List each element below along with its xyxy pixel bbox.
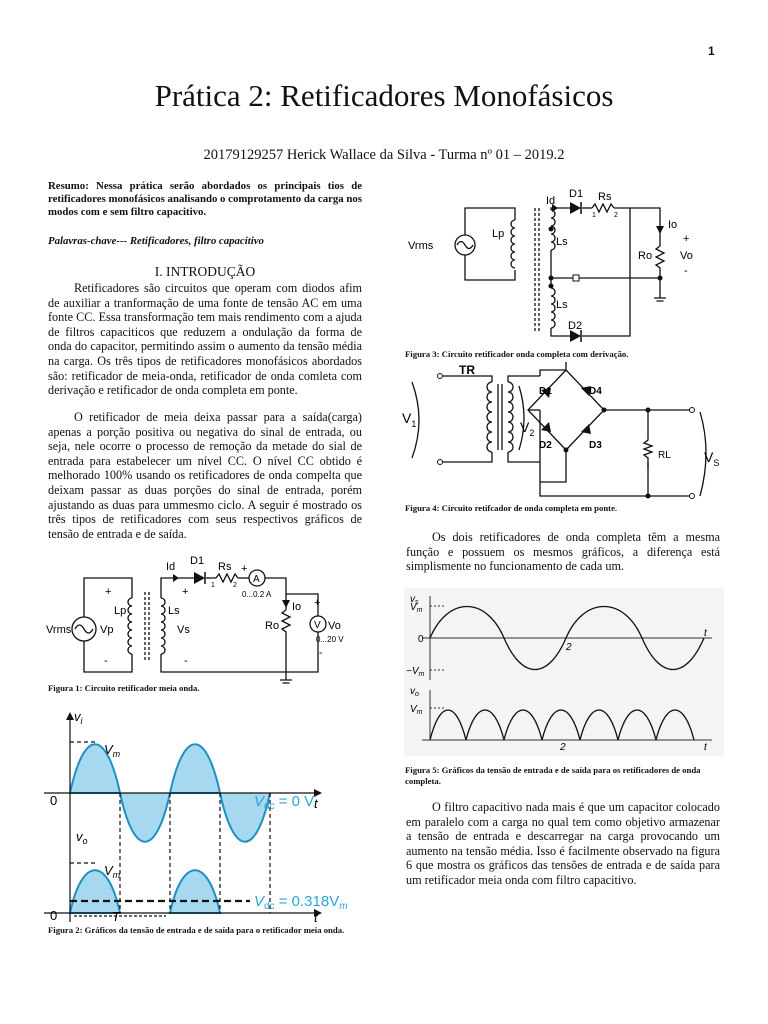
fig1-vs-label: Vs bbox=[177, 624, 190, 636]
fig4-d3-label: D3 bbox=[589, 440, 602, 451]
fig3-vrms-label: Vrms bbox=[408, 240, 434, 252]
figure-2-caption: Figura 2: Gráficos da tensão de entrada e de saída para o retificador meia onda. bbox=[48, 925, 345, 935]
fig2-vo-label: $v_o$ bbox=[76, 829, 88, 846]
fig1-ammeter-symbol: A bbox=[253, 574, 260, 585]
fig4-d2-label: D2 bbox=[539, 440, 552, 451]
authors-line: 20179129257 Herick Wallace da Silva - Turma nº 01 – 2019.2 bbox=[203, 147, 565, 163]
fig1-ls-label: Ls bbox=[168, 605, 180, 617]
fig1-io-label: Io bbox=[292, 601, 302, 613]
fig3-lp-label: Lp bbox=[492, 228, 505, 240]
fig1-plus-a: + bbox=[241, 563, 248, 575]
fig3-d1-label: D1 bbox=[569, 188, 584, 200]
fig3-node-2: 2 bbox=[614, 212, 618, 219]
fig5-neg-vm: $-V_m$ bbox=[406, 666, 425, 678]
fig2-vm-label-bottom: $V_m$ bbox=[104, 863, 121, 880]
fig5-tick-top: 2 bbox=[566, 642, 572, 653]
fig4-d1-label: D1 bbox=[539, 386, 552, 397]
fig1-minus-p: - bbox=[104, 655, 108, 667]
fig2-vi-label: $v_i$ bbox=[74, 709, 83, 726]
fig3-ls2-label: Ls bbox=[556, 299, 568, 311]
right-paragraph-1: Os dois retificadores de onda completa têm a mesma função e possuem os mesmos gráficos, a diferença está simplismente no funcionamento de cada um. bbox=[406, 530, 720, 574]
fig1-rs-label: Rs bbox=[218, 561, 232, 573]
fig1-plus-p: + bbox=[105, 586, 112, 598]
fig3-ro-label: Ro bbox=[638, 250, 653, 262]
page-title: Prática 2: Retificadores Monofásicos bbox=[154, 78, 614, 113]
fig3-io-label: Io bbox=[668, 219, 678, 231]
figure-3-circuit bbox=[410, 186, 710, 346]
fig2-vdc-0318: $V_{dc} = 0.318V_m$ bbox=[254, 893, 348, 912]
fig2-zero-top: 0 bbox=[50, 793, 58, 808]
fig1-minus-s: - bbox=[184, 655, 188, 667]
fig2-vm-label-top: $V_m$ bbox=[104, 742, 121, 759]
keywords: Palavras-chave--- Retificadores, filtro capacitivo bbox=[48, 235, 264, 247]
fig1-plus-vo: + bbox=[314, 597, 321, 609]
figure-5-waveforms bbox=[404, 588, 724, 756]
figure-5-caption: Figura 5: Gráficos da tensão de entrada e de saída para os retificadores de onda completa. bbox=[405, 765, 701, 786]
fig2-t-bottom: t bbox=[314, 910, 318, 925]
fig1-d1-label: D1 bbox=[190, 555, 205, 567]
figure-3-caption: Figura 3: Circuito retificador onda completa com derivação. bbox=[405, 349, 629, 359]
fig4-v1-label: $V_1$ bbox=[402, 410, 417, 429]
fig4-v2-label: $V_2$ bbox=[520, 419, 535, 438]
fig1-ammeter-range: 0...0.2 A bbox=[242, 590, 272, 599]
fig4-vs-label: $V_S$ bbox=[704, 449, 720, 468]
fig5-tick-bottom: 2 bbox=[560, 742, 566, 753]
fig3-plus: + bbox=[683, 233, 690, 245]
fig1-ro-label: Ro bbox=[265, 620, 280, 632]
fig3-id-label: Id bbox=[546, 195, 556, 207]
fig1-vrms-label: Vrms bbox=[46, 624, 72, 636]
fig5-t-bottom: t bbox=[704, 742, 707, 753]
figure-1-caption: Figura 1: Circuito retificador meia onda. bbox=[48, 683, 200, 693]
abstract: Resumo: Nessa prática serão abordados os principais tios de retificadores monofásicos analisando o comprotamento da carga nos modos com e sem filtro capacitivo. bbox=[48, 180, 363, 218]
fig1-vo-label: Vo bbox=[328, 620, 341, 632]
fig5-t-top: t bbox=[704, 628, 707, 639]
fig5-zero: 0 bbox=[418, 634, 424, 645]
fig5-vm-bottom: $V_m$ bbox=[410, 704, 423, 716]
right-paragraph-2: O filtro capacitivo nada mais é que um capacitor colocado em paralelo com a carga no qual tem como objetivo armazenar a tensão de entrada e descarregar na carga provocando um aumento na tensão média. Isso é facilmente observado na figura 6 que mostra os gráficos das tensões de entrada e de saída para um retificador meia onda com filtro capacitivo. bbox=[406, 800, 720, 887]
intro-paragraph-1: Retificadores são circuitos que operam com diodos afim de auxiliar a tranformação de uma fonte de tensão AC em uma fonte CC. Essa transformação tem mais rendimento com a ajuda de filtros capaciticos que reduzem a ondulação da forma de onda do capacitor, permitindo assim o aumento da tensão média na carga. Os três tipos de retificadores monofásicos abordados são: retificador de meia-onda, retificador de onda comleta com derivação e retificador de onda completa em ponte. bbox=[48, 281, 362, 398]
fig1-minus-vo: - bbox=[319, 647, 323, 659]
page-number: 1 bbox=[708, 44, 715, 58]
fig1-id-label: Id bbox=[166, 561, 176, 573]
fig3-ls1-label: Ls bbox=[556, 236, 568, 248]
fig1-lp-label: Lp bbox=[114, 605, 127, 617]
figure-1-circuit bbox=[44, 552, 344, 682]
fig1-node-1: 1 bbox=[211, 582, 215, 589]
fig1-plus-s: + bbox=[182, 586, 189, 598]
fig5-vs-label: $v_s$ bbox=[410, 594, 419, 606]
fig2-vdc-zero: $V_{dc} = 0$ V bbox=[254, 793, 315, 812]
fig3-vo-label: Vo bbox=[680, 250, 693, 262]
figure-4-caption: Figura 4: Circuito retifcador de onda completa em ponte. bbox=[405, 503, 618, 513]
figure-2-waveforms bbox=[44, 708, 360, 924]
fig3-d2-label: D2 bbox=[568, 320, 583, 332]
figure-4-circuit bbox=[404, 362, 724, 500]
fig2-period-label: T bbox=[112, 909, 120, 924]
fig5-vo-label: $v_o$ bbox=[410, 686, 419, 698]
fig1-voltmeter-symbol: V bbox=[314, 620, 321, 631]
fig4-tr-label: TR bbox=[459, 363, 475, 377]
fig1-vp-label: Vp bbox=[100, 624, 114, 636]
section-heading-introducao: I. INTRODUÇÃO bbox=[154, 264, 256, 279]
fig2-t-top: t bbox=[314, 796, 318, 811]
fig1-node-2: 2 bbox=[233, 582, 237, 589]
fig5-vm-top: $V_m$ bbox=[410, 602, 423, 614]
fig3-rs-label: Rs bbox=[598, 191, 612, 203]
fig3-minus: - bbox=[684, 265, 688, 277]
fig2-zero-bottom: 0 bbox=[50, 908, 58, 923]
fig1-voltmeter-range: 0...20 V bbox=[316, 635, 344, 644]
fig4-d4-label: D4 bbox=[589, 386, 602, 397]
intro-paragraph-2: O retificador de meia deixa passar para a saída(carga) apenas a porção positiva ou negativa do sinal de entrada, ou seja, nele ocorre o processo de remoção da metade do sial de entrada para estabelecer um nível CC. O nível CC obtido é melhorado 100% usando os retificadores de onda compelta que deixam passar as duas porções do sinal de entrada, porém ajustando as duas para ummesmo ciclo. A seguir é mostrado os três tipos de retificadores com seus respectivos gráficos de tensão de entrada e de saída. bbox=[48, 410, 362, 541]
fig3-node-1: 1 bbox=[592, 212, 596, 219]
fig4-rl-label: RL bbox=[658, 450, 671, 461]
